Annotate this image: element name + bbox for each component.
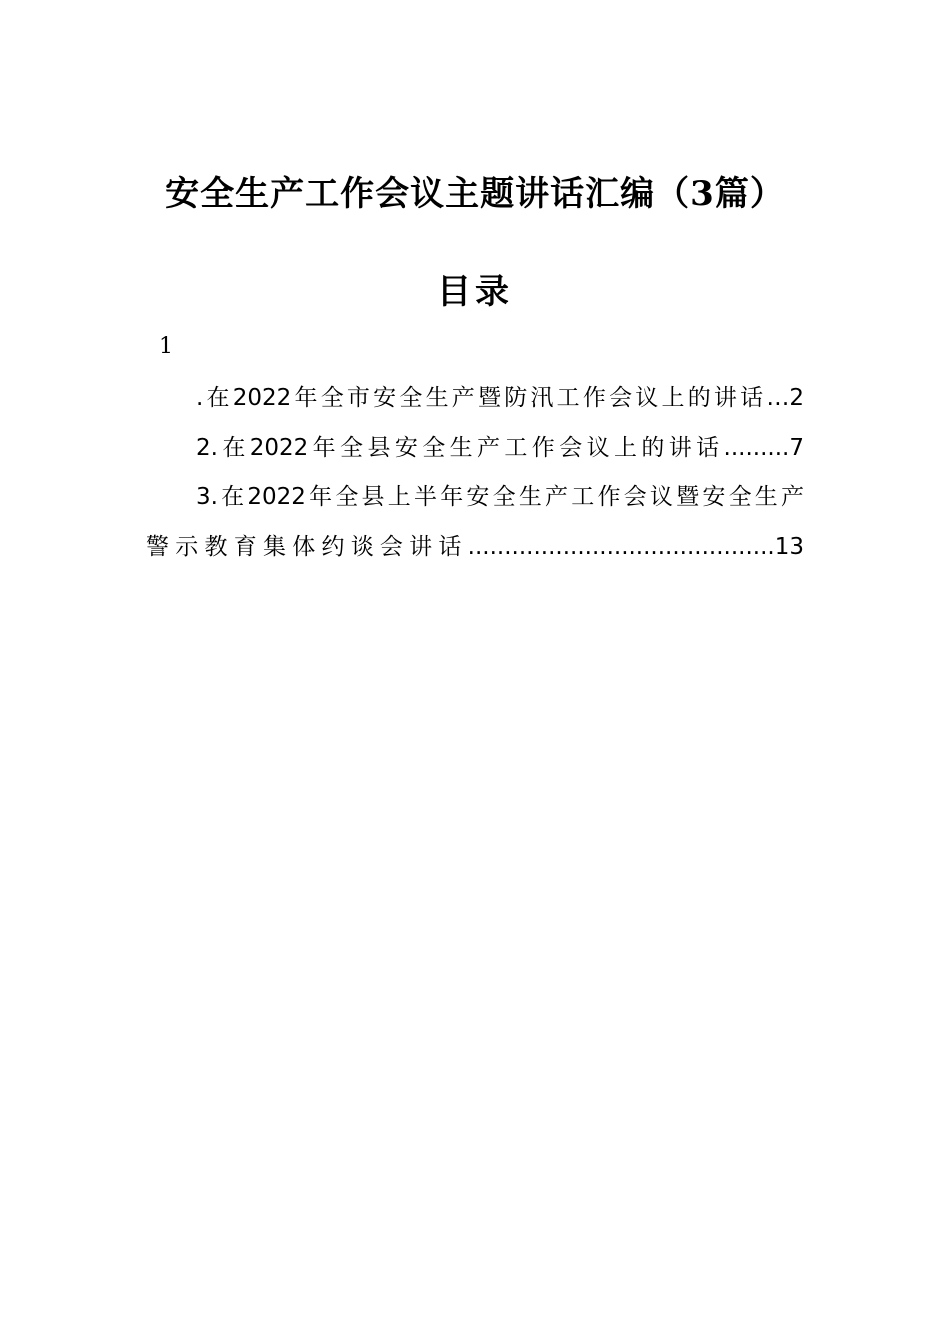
toc-entry-3-line2: 警示教育集体约谈会讲话..........................................13	[146, 533, 804, 560]
table-of-contents	[146, 374, 804, 572]
toc-entry-3[interactable]	[146, 473, 804, 572]
toc-entry-1[interactable]: .在2022年全市安全生产暨防汛工作会议上的讲话…2	[196, 385, 804, 411]
toc-heading: 目录	[437, 272, 513, 312]
toc-marker: 1	[159, 334, 173, 359]
toc-entry-2[interactable]: 2.在2022年全县安全生产工作会议上的讲话.........7	[196, 434, 804, 461]
document-title: 安全生产工作会议主题讲话汇编（3篇）	[165, 174, 785, 214]
toc-entry-3-line1: 3.在2022年全县上半年安全生产工作会议暨安全生产	[196, 484, 804, 510]
